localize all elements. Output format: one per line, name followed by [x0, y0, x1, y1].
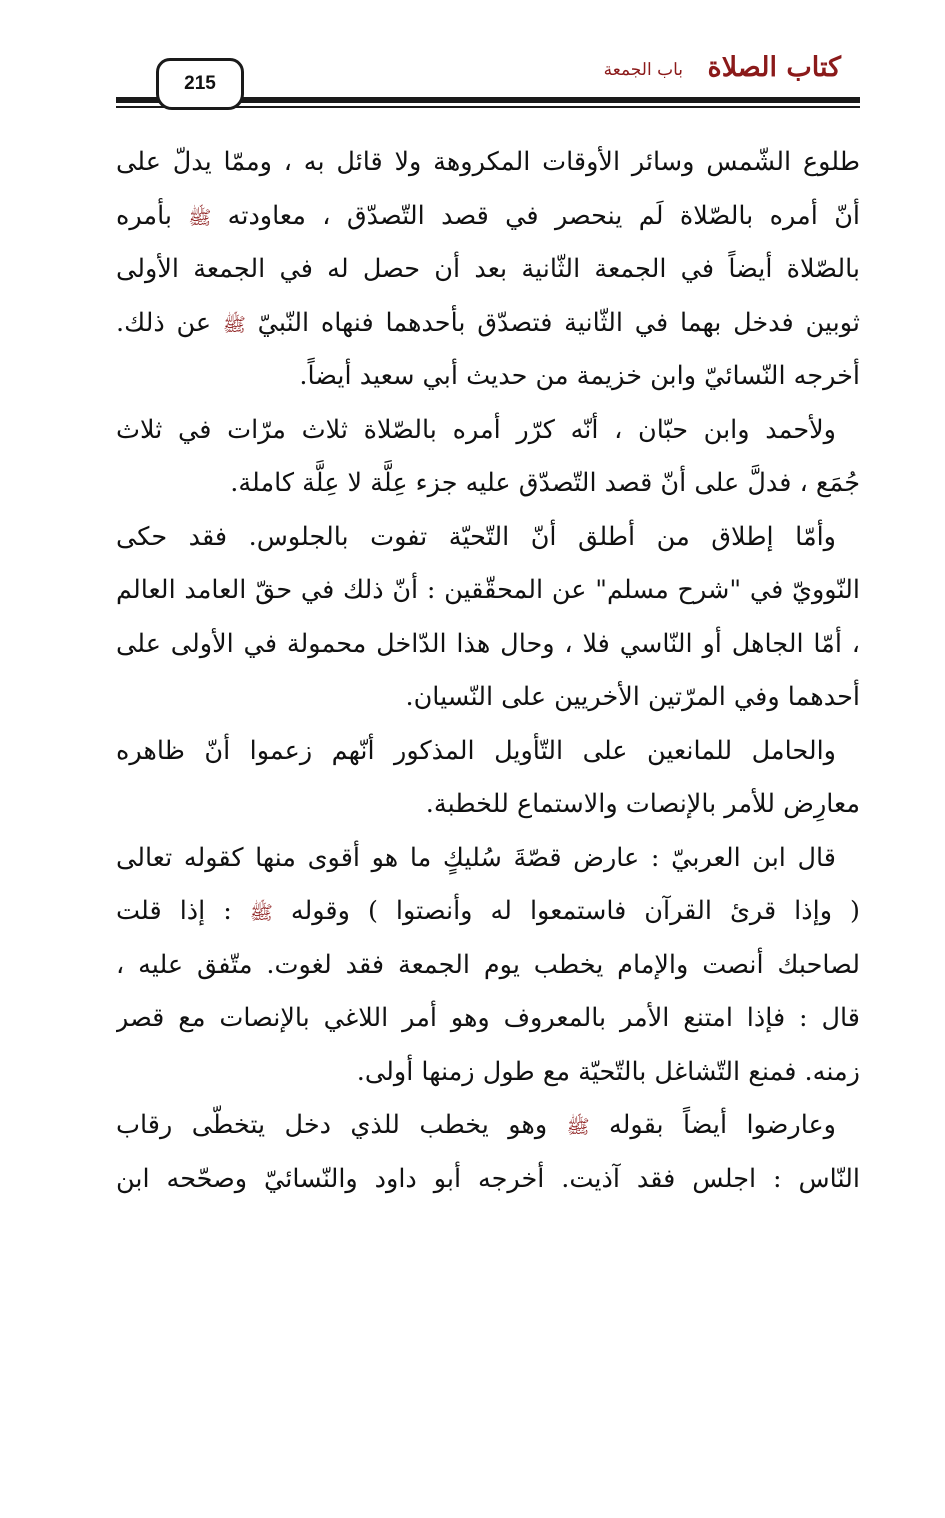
text-line: ، أمّا الجاهل أو النّاسي فلا ، وحال هذا الدّاخل محمولة في الأولى على: [116, 628, 860, 659]
salutation-glyph: ﷺ: [188, 206, 212, 229]
text-line: وأمّا إطلاق من أطلق أنّ التّحيّة تفوت بالجلوس. فقد حكى: [116, 521, 836, 552]
salutation-glyph: ﷺ: [566, 1116, 590, 1138]
text-line: زمنه. فمنع التّشاغل بالتّحيّة مع طول زمنها أولى.: [356, 1056, 860, 1087]
page-number-box: [156, 58, 244, 110]
text-line: لصاحبك أنصت والإمام يخطب يوم الجمعة فقد لغوت. متّفق عليه ،: [116, 949, 860, 980]
text-line: النّوويّ في "شرح مسلم" عن المحقّقين : أنّ ذلك في حقّ العامد العالم: [116, 575, 860, 605]
text-line: ( وإذا قرئ القرآن فاستمعوا له وأنصتوا ) وقوله ﷺ : إذا قلت: [116, 896, 860, 926]
page-number: 215: [184, 73, 216, 94]
text-line: النّاس : اجلس فقد آذيت. أخرجه أبو داود والنّسائيّ وصحّحه ابن: [116, 1163, 860, 1194]
text-line: أخرجه النّسائيّ وابن خزيمة من حديث أبي سعيد أيضاً.: [299, 361, 860, 391]
salutation-glyph: ﷺ: [222, 313, 246, 336]
text-line: جُمَع ، فدلَّ على أنّ قصد التّصدّق عليه جزء عِلَّة لا عِلَّة كاملة.: [230, 468, 860, 498]
text-line: ثوبين فدخل بهما في الثّانية فتصدّق بأحدهما فنهاه النّبيّ ﷺ عن ذلك.: [116, 307, 860, 338]
text-line: ولأحمد وابن حبّان ، أنّه كرّر أمره بالصّلاة ثلاث مرّات في ثلاث: [116, 414, 836, 445]
text-line: والحامل للمانعين على التّأويل المذكور أنّهم زعموا أنّ ظاهره: [116, 735, 836, 766]
text-line: بالصّلاة أيضاً في الجمعة الثّانية بعد أن حصل له في الجمعة الأولى: [116, 254, 860, 284]
text-line: قال ابن العربيّ : عارض قصّةَ سُليكٍ ما هو أقوى منها كقوله تعالى: [116, 842, 836, 873]
text-line: أحدهما وفي المرّتين الأخريين على النّسيان.: [405, 682, 860, 712]
text-line: معارِض للأمر بالإنصات والاستماع للخطبة.: [425, 789, 860, 819]
text-line: وعارضوا أيضاً بقوله ﷺ وهو يخطب للذي دخل يتخطّى رقاب: [116, 1110, 836, 1140]
book-title: كتاب الصلاة: [707, 52, 841, 83]
body-text: [116, 136, 860, 1206]
chapter-title: باب الجمعة: [603, 60, 683, 80]
page-header: [0, 0, 945, 120]
text-line: قال : فإذا امتنع الأمر بالمعروف وهو أمر اللاغي بالإنصات مع قصر: [116, 1003, 860, 1033]
salutation-glyph: ﷺ: [249, 902, 273, 924]
text-line: أنّ أمره بالصّلاة لَم ينحصر في قصد التّصدّق ، معاودته ﷺ بأمره: [116, 200, 860, 231]
text-line: طلوع الشّمس وسائر الأوقات المكروهة ولا قائل به ، وممّا يدلّ على: [116, 147, 860, 177]
